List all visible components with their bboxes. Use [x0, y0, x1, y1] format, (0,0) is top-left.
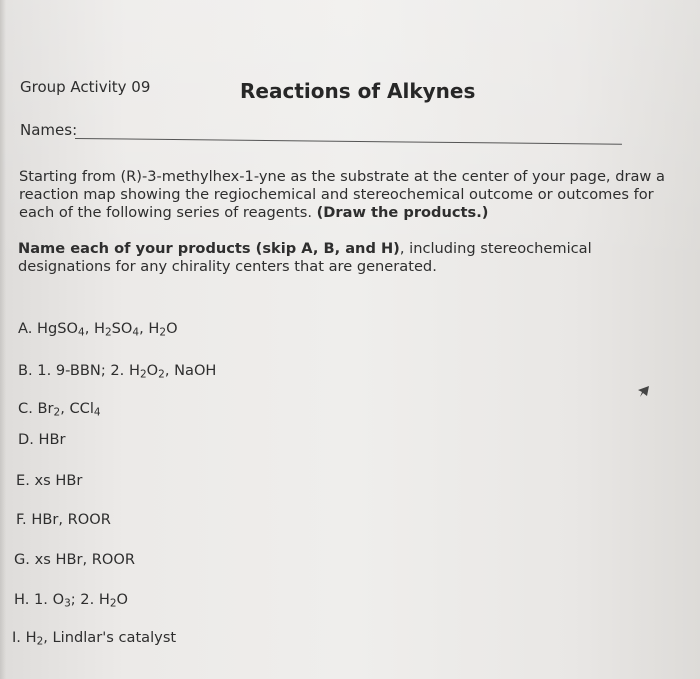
reagent-item-c: [18, 400, 101, 419]
reagent-letter: F.: [16, 511, 27, 528]
intro-text: Starting from (R)-3-methylhex-1-yne as the substrate at the center of your page, draw a reaction map showing the regiochemical and stereochemical outcome or outcomes for each of the following series of reagents.: [19, 168, 665, 221]
paper-edge-shadow: [0, 0, 6, 679]
names-blank-line: [75, 138, 622, 145]
reagent-letter: H.: [14, 591, 30, 608]
reagent-item-d: [18, 431, 66, 448]
reagent-letter: E.: [16, 472, 30, 489]
page-title: Reactions of Alkynes: [240, 79, 476, 103]
reagent-letter: B.: [18, 362, 33, 379]
reagent-letter: C.: [18, 400, 33, 417]
naming-emphasis: Name each of your products (skip A, B, and H): [18, 240, 400, 257]
reagent-item-h: [14, 591, 128, 610]
reagent-letter: D.: [18, 431, 34, 448]
reagent-text: HBr, ROOR: [31, 511, 111, 528]
reagent-text: HgSO$_4$, $H_2SO_4$, $H_2O$: [37, 320, 178, 339]
intro-paragraph: [19, 168, 684, 222]
reagent-text: xs HBr: [34, 472, 83, 489]
naming-instruction: [18, 240, 678, 276]
activity-number: Group Activity 09: [20, 78, 151, 96]
reagent-text: 1. 9-BBN; 2. $H_2O_2$, NaOH: [37, 362, 217, 381]
names-label: Names:: [20, 121, 78, 139]
reagent-text: HBr: [38, 431, 66, 448]
intro-emphasis: (Draw the products.): [316, 204, 489, 221]
reagent-text: $H_2$, Lindlar's catalyst: [25, 629, 177, 648]
arrow-cursor-icon: [636, 385, 650, 399]
reagent-text: xs HBr, ROOR: [34, 551, 135, 568]
naming-text: , including stereochemical designations for any chirality centers that are generated.: [18, 240, 592, 275]
reagent-item-e: [16, 472, 82, 489]
reagent-item-b: [18, 362, 216, 381]
reagent-item-i: [12, 629, 176, 648]
reagent-text: 1. $O_3$; 2. $H_2O$: [34, 591, 129, 610]
reagent-letter: A.: [18, 320, 33, 337]
reagent-letter: G.: [14, 551, 30, 568]
reagent-item-f: [16, 511, 111, 528]
reagent-letter: I.: [12, 629, 21, 646]
reagent-item-a: [18, 320, 178, 339]
reagent-item-g: [14, 551, 135, 568]
reagent-text: $Br_2$, CCl$_4$: [37, 400, 101, 419]
